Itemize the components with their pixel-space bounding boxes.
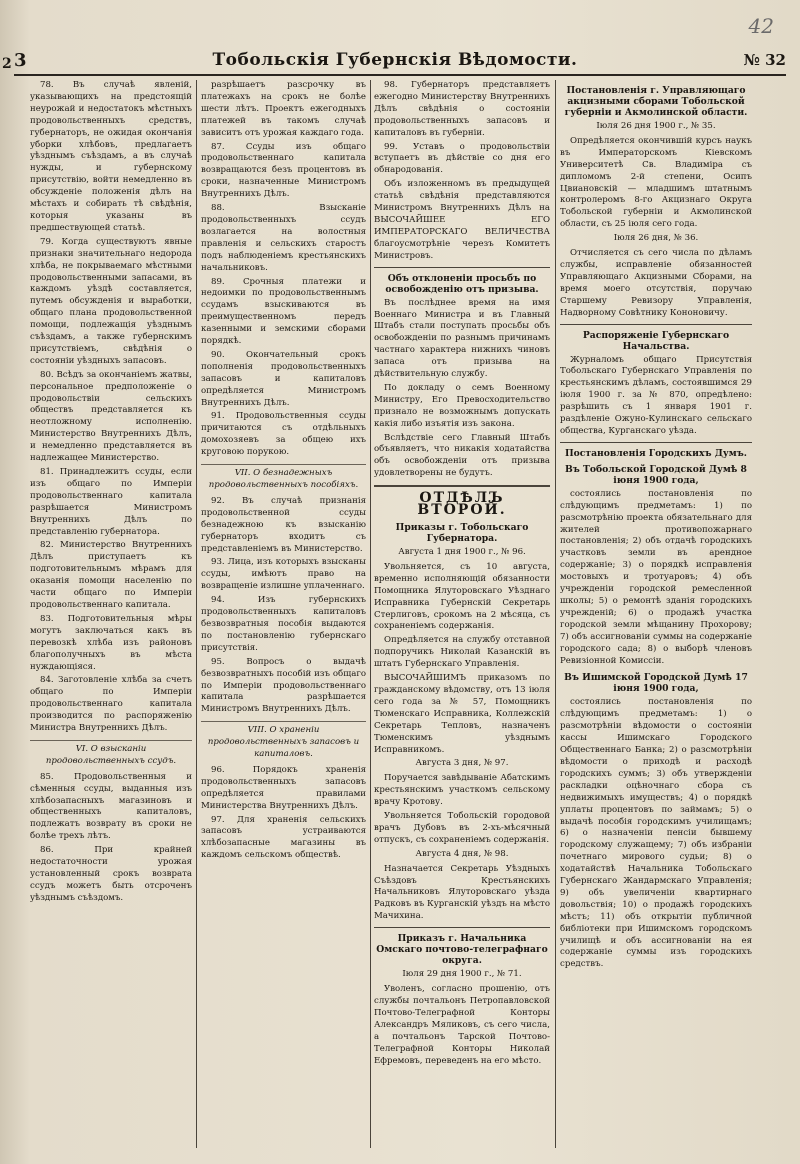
article-paragraph: 85. Продовольственныя и сѣменныя ссуды, выданныя изъ хлѣбозапасныхъ магазиновъ и общественныхъ капиталовъ, подлежатъ возврату въ сроки не болѣе трехъ лѣтъ. (30, 771, 192, 842)
article-paragraph: 92. Въ случаѣ признанія продовольственной ссуды безнадежною къ взысканію губернаторъ входитъ съ представленіемъ въ Министерство. (201, 495, 366, 554)
column-rule (370, 80, 371, 1148)
article-paragraph: 90. Окончательный срокъ пополненія продовольственныхъ запасовъ и капиталовъ опредѣляется Министромъ Внутреннихъ Дѣлъ. (201, 349, 366, 408)
article-paragraph: 81. Принадлежитъ ссуды, если изъ общаго по Имперіи продовольственнаго капитала разрѣшается Министромъ Внутреннихъ Дѣлъ по представленію губернатора. (30, 467, 192, 537)
article-paragraph: 79. Когда существуютъ явные признаки значительнаго недорода хлѣба, не покрываемаго мѣстными продовольственными запасами, въ каждомъ уѣздѣ составляется, путемъ обсужденія и выработки, общаго плана продовольственной помощи, подлежащія уѣзднымъ съѣздамъ, а также губернскимъ присутствіемъ, свѣдѣнія о состояніи уѣздныхъ запасовъ. (30, 236, 192, 366)
article-paragraph: Отчисляется съ сего числа по дѣламъ службы, исправленіе обязанностей Управляющаго Акцизными Сборами, на время моего отсутствія, поручаю Старшему Ревизору Управленія, Надворному Совѣтнику Кононовичу. (560, 248, 752, 318)
section-heading: VIII. О храненіи продовольственныхъ запасовъ и капиталовъ. (201, 721, 366, 761)
divider (560, 442, 752, 443)
handwritten-page-note: 42 (748, 14, 774, 38)
article-paragraph: 97. Для храненія сельскихъ запасовъ устраиваются хлѣбозапасные магазины въ каждомъ сельскомъ обществѣ. (201, 814, 366, 861)
article-paragraph: 84. Заготовленіе хлѣба за счетъ общаго по Имперіи продовольственнаго капитала производится по распоряженію Министра Внутреннихъ Дѣлъ. (30, 675, 192, 734)
article-paragraph: 94. Изъ губернскихъ продовольственныхъ капиталовъ безвозвратныя пособія выдаются по постановленію губернскаго присутствія. (201, 595, 366, 653)
page-number: 3 (14, 49, 27, 71)
article-paragraph: 86. При крайней недостаточности урожая установленный срокъ возврата ссудъ можетъ быть отсроченъ уѣзднымъ съѣздомъ. (30, 845, 192, 903)
newspaper-title: Тобольскія Губернскія Вѣдомости. (212, 50, 578, 70)
article-paragraph: Объ изложенномъ въ предыдущей статьѣ свѣдѣнія представляются Министромъ Внутреннихъ Дѣлъ на ВЫСОЧАЙШЕЕ ЕГО ИМПЕРАТОРСКАГО ВЕЛИЧЕСТВА благоусмотрѣніе черезъ Комитетъ Министровъ. (374, 179, 550, 261)
article-paragraph: Уволенъ, согласно прошенію, отъ службы почтальонъ Петропавловской Почтово-Телеграфной Конторы Александръ Мяликовъ, съ сего числа, а почтальонъ Тарской Почтово-Телеграфной Конторы Николай Ефремовъ, переведенъ на его мѣсто. (374, 984, 550, 1066)
divider (374, 485, 550, 487)
article-paragraph: 93. Лица, изъ которыхъ взысканы ссуды, имѣютъ право на возвращеніе излишне уплаченнаго. (201, 557, 366, 592)
article-paragraph: Опредѣляется на службу отставной подпоручикъ Николай Казанскій въ штатъ Губернскаго Управленія. (374, 635, 550, 670)
order-date: Августа 3 дня, № 97. (415, 758, 509, 769)
order-date: Іюля 26 дня, № 36. (613, 233, 699, 244)
article-paragraph: состоялись постановленія по слѣдующимъ предметамъ: 1) о разсмотрѣніи вѣдомости о состояніи кассы Ишимскаго Городского Общественнаго Банка; 2) о разсмотрѣніи вѣдомости о приходѣ и расходѣ городскихъ суммъ; 3) объ утвержденіи раскладки оцѣночнаго сбора съ недвижимыхъ имуществъ; 4) о порядкѣ уплаты процентовъ по займамъ; 5) о выдачѣ пособія городскимъ училищамъ; 6) о назначеніи пенсіи бывшему городскому служащему; 7) объ избраніи почетнаго мирового судьи; 8) о ходатайствѣ Начальника Тобольскаго Губернскаго Жандармскаго Управленія; 9) объ увеличеніи квартирнаго довольствія; 10) о продажѣ городскихъ мѣстъ; 11) объ открытіи публичной библіотеки при Ишимскомъ городскомъ училищѣ и объ ассигнованіи на ея содержаніе суммы изъ городскихъ средствъ. (560, 697, 752, 970)
article-paragraph: разрѣшаетъ разсрочку въ платежахъ на срокъ не болѣе шести лѣтъ. Проектъ ежегодныхъ платежей въ такомъ случаѣ зависитъ отъ урожая каждаго года. (201, 80, 366, 138)
article-paragraph: 99. Уставъ о продовольствіи вступаетъ въ дѣйствіе со дня его обнародованія. (374, 141, 550, 176)
article-title: Постановленія г. Управляющаго акцизными сборами Тобольской губерніи и Акмолинской области. (564, 85, 748, 118)
column-rule (555, 80, 556, 1148)
article-paragraph: Назначается Секретарь Уѣздныхъ Съѣздовъ Крестьянскихъ Начальниковъ Ялуторовскаго уѣзда Радковъ въ Курганскій уѣздъ на мѣсто Мачихина. (374, 863, 550, 922)
column-rule (196, 80, 197, 1148)
article-paragraph: 78. Въ случаѣ явленій, указывающихъ на предстоящій неурожай и недостатокъ мѣстныхъ продовольственныхъ средствъ, губернаторъ, не ожидая окончанія уборки хлѣбовъ, предлагаетъ уѣзднымъ съѣздамъ, а въ случаѣ нужды, и губернскому присутствію, войти немедленно въ обсужденіе положенія дѣлъ на мѣстахъ и собирать тѣ свѣдѣнія, которыя указаны въ предшествующей статьѣ. (30, 80, 192, 233)
article-paragraph: 89. Срочныя платежи и недоимки по продовольственнымъ ссудамъ взыскиваются въ преимущественномъ передъ казенными и земскими сборами порядкѣ. (201, 276, 366, 347)
order-date: Іюля 26 дня 1900 г., № 35. (596, 121, 716, 131)
margin-mark: 2 (2, 56, 12, 72)
order-date: Іюля 29 дня 1900 г., № 71. (402, 969, 522, 980)
article-paragraph: 80. Всѣдъ за окончаніемъ жатвы, персональное предположеніе о продовольствіи сельскихъ обществъ представляется къ неотложному исполненію. Министерство Внутреннихъ Дѣлъ, и немедленно представляется въ надлежащее Министерство. (30, 369, 192, 464)
article-paragraph: Опредѣляется окончившій курсъ наукъ въ Императорскомъ Кіевскомъ Университетѣ Св. Владиміра съ дипломомъ 2-й степени, Осипъ Цвиановскій — младшимъ штатнымъ контролеромъ 8-го Акцизнаго Округа Тобольской губерніи и Акмолинской области, съ 25 іюля сего года. (560, 135, 752, 230)
article-paragraph: Въ послѣднее время на имя Военнаго Министра и въ Главный Штабъ стали поступать просьбы объ освобожденіи по разнымъ причинамъ частнаго характера нижнихъ чиновъ запаса отъ призыва на дѣйствительную службу. (374, 297, 550, 380)
issue-number: № 32 (743, 51, 786, 69)
article-paragraph: 91. Продовольственныя ссуды причитаются съ отдѣльныхъ домохозяевъ за общею ихъ круговою порукою. (201, 411, 366, 458)
article-title: Постановленія Городскихъ Думъ. (565, 447, 747, 459)
divider (374, 927, 550, 928)
order-date: Августа 1 дня 1900 г., № 96. (398, 547, 526, 557)
section-heading: VI. О взысканіи продовольственныхъ ссудъ. (30, 740, 192, 768)
article-paragraph: Увольняется Тобольскій городовой врачъ Дубовъ въ 2-хъ-мѣсячный отпускъ, съ сохраненіемъ содержанія. (374, 811, 550, 845)
article-title: Распоряженіе Губернскаго Начальства. (582, 329, 730, 352)
article-title: Объ отклоненіи просьбъ по освобожденію отъ призыва. (385, 272, 539, 295)
column-2 (201, 80, 366, 1148)
page-header (14, 46, 786, 76)
article-paragraph: По докладу о семъ Военному Министру, Его Превосходительство признало не возможнымъ допускать какія либо изъятія изъ закона. (374, 382, 550, 429)
column-4 (560, 80, 752, 1148)
article-paragraph: 82. Министерство Внутреннихъ Дѣлъ приступаетъ къ подготовительнымъ мѣрамъ для оказанія помощи населенію по части общаго по Имперіи продовольственнаго капитала. (30, 540, 192, 610)
divider (560, 324, 752, 325)
article-paragraph: Увольняется, съ 10 августа, временно исполняющій обязанности Помощника Ялуторовскаго Уѣзднаго Исправника Губернскій Секретарь Стерлиговъ, срокомъ на 2 мѣсяца, съ сохраненіемъ содержанія. (374, 561, 550, 632)
divider (374, 267, 550, 268)
subsection-title: Въ Тобольской Городской Думѣ 8 іюня 1900 года, (565, 463, 747, 486)
section-heading: VII. О безнадежныхъ продовольственныхъ пособіяхъ. (201, 464, 366, 492)
article-paragraph: Вслѣдствіе сего Главный Штабъ объявляетъ, что никакія ходатайства объ освобожденіи отъ призыва удовлетворены не будутъ. (374, 432, 550, 479)
article-paragraph: ВЫСОЧАЙШИМЪ приказомъ по гражданскому вѣдомству, отъ 13 іюля сего года за № 57, Помощникъ Тюменскаго Исправника, Коллежскій Секретарь Тепловъ, назначенъ Тюменскимъ уѣзднымъ Исправникомъ. (374, 673, 550, 755)
article-paragraph: Журналомъ общаго Присутствія Тобольскаго Губернскаго Управленія по крестьянскимъ дѣламъ, состоявшимся 29 іюля 1900 г. за № 870, опредѣлено: разрѣшить съ 1 января 1901 г. раздѣленіе Ожуно-Кулинскаго сельскаго общества, Курганскаго уѣзда. (560, 354, 752, 436)
article-paragraph: 88. Взысканіе продовольственныхъ ссудъ возлагается на волостныя правленія и сельскихъ старостъ подъ наблюденіемъ крестьянскихъ начальниковъ. (201, 203, 366, 273)
article-paragraph: 83. Подготовительныя мѣры могутъ заключаться какъ въ перевозкѣ хлѣба изъ районовъ благополучныхъ въ мѣста нуждающіяся. (30, 613, 192, 672)
article-paragraph: Поручается завѣдываніе Абатскимъ крестьянскимъ участкомъ сельскому врачу Кротову. (374, 773, 550, 808)
article-paragraph: 96. Порядокъ храненія продовольственныхъ запасовъ опредѣляется правилами Министерства Внутреннихъ Дѣлъ. (201, 764, 366, 811)
column-1 (30, 80, 192, 1148)
order-date: Августа 4 дня, № 98. (415, 848, 509, 859)
column-3 (374, 80, 550, 1148)
article-title: Приказы г. Тобольскаго Губернатора. (395, 522, 529, 544)
article-title: Приказъ г. Начальника Омскаго почтово-телеграфнаго округа. (376, 933, 548, 967)
article-paragraph: 98. Губернаторъ представляетъ ежегодно Министерству Внутреннихъ Дѣлъ свѣдѣнія о состояніи продовольственныхъ запасовъ и капиталовъ въ губерніи. (374, 80, 550, 138)
article-paragraph: состоялись постановленія по слѣдующимъ предметамъ: 1) по разсмотрѣнію проекта обязательнаго для жителей противопожарнаго постановленія; 2) объ отдачѣ городскихъ участковъ земли въ арендное содержаніе; 3) о порядкѣ исправленія мостовыхъ и тротуаровъ; 4) объ учрежденіи городской ремесленной школы; 5) о ремонтѣ зданія городскихъ учрежденій; 6) о продажѣ участка городской земли мѣщанину Прохорову; 7) объ ассигнованіи суммы на содержаніе городского сада; 8) о выборѣ членовъ Ревизіонной Комиссіи. (560, 488, 752, 666)
article-paragraph: 87. Ссуды изъ общаго продовольственнаго капитала возвращаются безъ процентовъ въ сроки, назначенные Министромъ Внутреннихъ Дѣлъ. (201, 141, 366, 200)
article-paragraph: 95. Вопросъ о выдачѣ безвозвратныхъ пособій изъ общаго по Имперіи продовольственнаго капитала разрѣшается Министромъ Внутреннихъ Дѣлъ. (201, 656, 366, 715)
subsection-title: Въ Ишимской Городской Думѣ 17 іюня 1900 года, (564, 672, 748, 695)
section-title: ОТДѢЛЪ ВТОРОЙ. (417, 490, 507, 519)
